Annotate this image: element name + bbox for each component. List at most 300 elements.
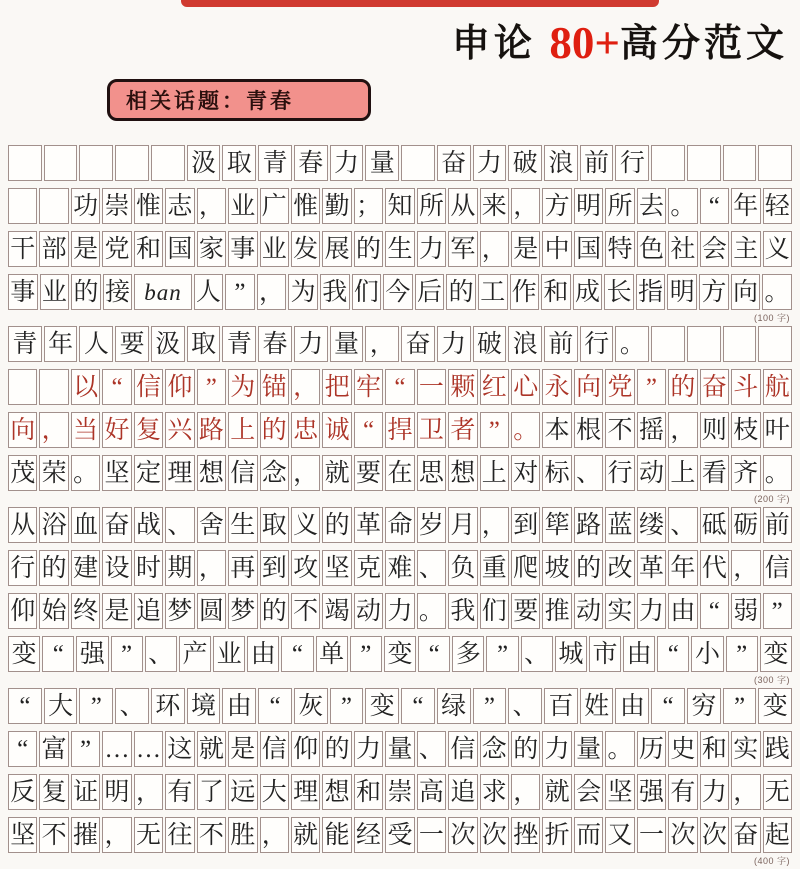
grid-cell: 广 — [260, 188, 289, 224]
grid-cell: 所 — [605, 188, 634, 224]
grid-cell: 仰 — [291, 731, 320, 767]
grid-cell: 家 — [197, 231, 226, 267]
grid-cell: 穷 — [687, 688, 721, 724]
essay-row — [8, 274, 792, 323]
grid-cell: 明 — [574, 188, 603, 224]
grid-cell: ， — [731, 550, 760, 586]
grid-cell: 人 — [194, 274, 224, 310]
grid-cell: 就 — [291, 817, 320, 853]
grid-cell: 。 — [615, 326, 649, 362]
grid-cell: 想 — [448, 455, 477, 491]
grid-cell: ” — [71, 731, 100, 767]
grid-cell: 变 — [8, 636, 40, 672]
grid-cell: 就 — [197, 731, 226, 767]
grid-cell: ” — [486, 636, 518, 672]
grid-cell: 起 — [763, 817, 792, 853]
grid-cell: 史 — [668, 731, 697, 767]
grid-cell: 到 — [260, 550, 289, 586]
grid-cell: 。 — [417, 593, 446, 629]
grid-cell-empty — [651, 326, 685, 362]
essay-row — [8, 145, 792, 181]
grid-cell: 再 — [228, 550, 257, 586]
grid-cell: 去 — [637, 188, 666, 224]
grid-cell: 是 — [228, 731, 257, 767]
grid-cell: 事 — [8, 274, 38, 310]
grid-cell: 坚 — [102, 455, 131, 491]
word-count-marker: (400 字) — [753, 856, 790, 866]
grid-cell: 会 — [574, 774, 603, 810]
grid-cell: 取 — [222, 145, 256, 181]
grid-cell: 理 — [165, 455, 194, 491]
grid-cell: 行 — [605, 455, 634, 491]
grid-cell: 红 — [480, 369, 509, 405]
grid-cell: 方 — [699, 274, 729, 310]
grid-cell: 的 — [260, 412, 289, 448]
grid-cell: 好 — [102, 412, 131, 448]
grid-cell: 破 — [508, 145, 542, 181]
grid-cell: 是 — [71, 231, 100, 267]
grid-cell: “ — [401, 688, 435, 724]
grid-cell-empty — [8, 188, 37, 224]
grid-cell: 的 — [574, 550, 603, 586]
grid-cell: 梦 — [228, 593, 257, 629]
grid-cell: 为 — [228, 369, 257, 405]
grid-cell: ， — [480, 231, 509, 267]
grid-cell: 为 — [288, 274, 318, 310]
grid-cell: 坚 — [8, 817, 37, 853]
grid-cell: 竭 — [322, 593, 351, 629]
grid-cell: 路 — [574, 507, 603, 543]
grid-cell: 枝 — [731, 412, 760, 448]
grid-cell: 是 — [511, 231, 540, 267]
grid-cell: 业 — [213, 636, 245, 672]
grid-cell: “ — [8, 688, 42, 724]
grid-cell: 动 — [354, 593, 383, 629]
grid-cell: 舍 — [197, 507, 226, 543]
grid-cell: 颗 — [448, 369, 477, 405]
grid-cell: ， — [197, 188, 226, 224]
essay-row — [8, 412, 792, 448]
grid-cell: 摇 — [637, 412, 666, 448]
essay-row — [8, 593, 792, 629]
grid-cell: 行 — [615, 145, 649, 181]
grid-cell: 城 — [555, 636, 587, 672]
grid-cell: 无 — [763, 774, 792, 810]
grid-cell: 党 — [102, 231, 131, 267]
grid-cell: 我 — [448, 593, 477, 629]
grid-cell: 、 — [574, 455, 603, 491]
grid-cell: 工 — [478, 274, 508, 310]
grid-cell: 实 — [731, 731, 760, 767]
grid-cell: 革 — [354, 507, 383, 543]
grid-cell: 叶 — [763, 412, 792, 448]
grid-cell: 向 — [731, 274, 761, 310]
topic-label: 相关话题：青春 — [126, 89, 294, 113]
word-count-marker: (300 字) — [753, 675, 790, 685]
grid-cell: 践 — [763, 731, 792, 767]
grid-cell: 力 — [385, 593, 414, 629]
grid-cell: 、 — [145, 636, 177, 672]
grid-cell: 从 — [448, 188, 477, 224]
grid-cell: 信 — [260, 731, 289, 767]
grid-cell: 心 — [511, 369, 540, 405]
grid-cell: 这 — [165, 731, 194, 767]
grid-cell: 追 — [134, 593, 163, 629]
grid-cell: 有 — [668, 774, 697, 810]
grid-cell: 轻 — [763, 188, 792, 224]
grid-cell: 变 — [384, 636, 416, 672]
page-title — [452, 12, 788, 69]
grid-cell: 青 — [8, 326, 42, 362]
grid-cell-empty — [687, 145, 721, 181]
grid-cell: 主 — [731, 231, 760, 267]
grid-cell: 由 — [668, 593, 697, 629]
grid-cell: 社 — [668, 231, 697, 267]
grid-cell: 折 — [542, 817, 571, 853]
grid-cell: 兴 — [165, 412, 194, 448]
grid-cell: 期 — [165, 550, 194, 586]
grid-cell: 想 — [197, 455, 226, 491]
essay-row — [8, 774, 792, 810]
grid-cell: 无 — [134, 817, 163, 853]
grid-cell: 时 — [134, 550, 163, 586]
grid-cell: ， — [668, 412, 697, 448]
grid-cell: 坚 — [605, 774, 634, 810]
grid-cell: 今 — [383, 274, 413, 310]
grid-cell: 知 — [385, 188, 414, 224]
grid-cell: 砺 — [731, 507, 760, 543]
grid-cell: 事 — [228, 231, 257, 267]
grid-cell: 生 — [385, 231, 414, 267]
grid-cell: 作 — [510, 274, 540, 310]
grid-cell: ” — [111, 636, 143, 672]
grid-cell: 难 — [385, 550, 414, 586]
grid-cell: 次 — [448, 817, 477, 853]
grid-cell: 方 — [542, 188, 571, 224]
grid-cell: 青 — [222, 326, 256, 362]
grid-cell: 业 — [260, 231, 289, 267]
grid-cell: ” — [723, 688, 757, 724]
grid-cell: 量 — [365, 145, 399, 181]
grid-cell: 蓝 — [605, 507, 634, 543]
grid-cell: 次 — [700, 817, 729, 853]
grid-cell: 。 — [762, 274, 792, 310]
grid-cell-empty — [401, 145, 435, 181]
grid-cell: 建 — [71, 550, 100, 586]
grid-cell: 由 — [615, 688, 649, 724]
grid-cell: 。 — [71, 455, 100, 491]
grid-cell: 负 — [448, 550, 477, 586]
grid-cell: 浪 — [544, 145, 578, 181]
grid-cell: 的 — [71, 274, 101, 310]
grid-cell: 、 — [417, 731, 446, 767]
grid-cell: ” — [79, 688, 113, 724]
grid-cell: 年 — [44, 326, 78, 362]
grid-cell: 勤 — [322, 188, 351, 224]
grid-cell: 、 — [165, 507, 194, 543]
grid-cell: 就 — [322, 455, 351, 491]
grid-cell: ， — [291, 455, 320, 491]
grid-cell: 们 — [352, 274, 382, 310]
grid-cell: 梦 — [165, 593, 194, 629]
grid-cell: ， — [197, 550, 226, 586]
grid-cell: 、 — [115, 688, 149, 724]
grid-cell: 了 — [197, 774, 226, 810]
grid-cell: 长 — [604, 274, 634, 310]
grid-cell: 力 — [330, 145, 364, 181]
grid-cell-empty — [758, 145, 792, 181]
word-count-marker: (100 字) — [753, 313, 790, 323]
grid-cell: 则 — [700, 412, 729, 448]
grid-cell: 汲 — [151, 326, 185, 362]
grid-cell: 战 — [134, 507, 163, 543]
grid-cell: 由 — [247, 636, 279, 672]
grid-cell: 忠 — [291, 412, 320, 448]
grid-cell: ， — [291, 369, 320, 405]
essay-row — [8, 817, 792, 866]
grid-cell: 和 — [354, 774, 383, 810]
grid-cell: 志 — [165, 188, 194, 224]
grid-cell: 是 — [102, 593, 131, 629]
grid-cell: ” — [480, 412, 509, 448]
grid-cell: 有 — [165, 774, 194, 810]
grid-cell: 富 — [39, 731, 68, 767]
grid-cell: 春 — [258, 326, 292, 362]
grid-cell: ” — [763, 593, 792, 629]
grid-cell: 产 — [179, 636, 211, 672]
grid-cell: 国 — [165, 231, 194, 267]
grid-cell: 色 — [637, 231, 666, 267]
grid-cell: 以 — [71, 369, 100, 405]
grid-cell: 信 — [228, 455, 257, 491]
grid-cell: 砥 — [700, 507, 729, 543]
grid-cell: 环 — [151, 688, 185, 724]
grid-cell: 明 — [667, 274, 697, 310]
grid-cell: 卫 — [417, 412, 446, 448]
grid-cell: … — [134, 731, 163, 767]
page-title-suffix: 高分范文 — [619, 23, 788, 65]
grid-cell: 军 — [448, 231, 477, 267]
grid-cell: 要 — [354, 455, 383, 491]
grid-cell: 牢 — [354, 369, 383, 405]
grid-cell: 姓 — [580, 688, 614, 724]
grid-cell: 多 — [452, 636, 484, 672]
grid-cell: “ — [700, 593, 729, 629]
grid-cell: 奋 — [731, 817, 760, 853]
grid-cell: 力 — [354, 731, 383, 767]
grid-cell: 从 — [8, 507, 37, 543]
page-title-score-highlight: 80+ — [549, 18, 620, 68]
grid-cell: 浪 — [508, 326, 542, 362]
grid-cell: 筚 — [542, 507, 571, 543]
grid-cell-empty — [8, 145, 42, 181]
grid-cell: 缕 — [637, 507, 666, 543]
grid-cell: 受 — [385, 817, 414, 853]
grid-cell: 力 — [700, 774, 729, 810]
grid-cell: 复 — [39, 774, 68, 810]
grid-cell: 行 — [580, 326, 614, 362]
grid-cell: 命 — [385, 507, 414, 543]
top-banner-remnant — [181, 0, 659, 7]
grid-cell: 变 — [760, 636, 792, 672]
grid-cell: 一 — [417, 369, 446, 405]
grid-cell: 齐 — [731, 455, 760, 491]
grid-cell-empty — [687, 326, 721, 362]
grid-cell: ， — [39, 412, 68, 448]
grid-cell: 定 — [134, 455, 163, 491]
grid-cell: 诚 — [322, 412, 351, 448]
grid-cell: 由 — [623, 636, 655, 672]
grid-cell-empty — [723, 145, 757, 181]
grid-cell: ， — [102, 817, 131, 853]
grid-cell: “ — [42, 636, 74, 672]
grid-cell: 荣 — [39, 455, 68, 491]
grid-cell: 的 — [322, 507, 351, 543]
grid-cell: 变 — [365, 688, 399, 724]
grid-cell: 明 — [102, 774, 131, 810]
grid-cell: 到 — [511, 507, 540, 543]
grid-cell: 坡 — [542, 550, 571, 586]
grid-cell: 代 — [700, 550, 729, 586]
grid-cell: 展 — [322, 231, 351, 267]
grid-cell: 当 — [71, 412, 100, 448]
grid-cell: 仰 — [165, 369, 194, 405]
grid-cell-empty — [79, 145, 113, 181]
grid-cell: 理 — [291, 774, 320, 810]
grid-cell: 革 — [637, 550, 666, 586]
essay-row — [8, 507, 792, 543]
grid-cell: 力 — [473, 145, 507, 181]
grid-cell: 次 — [480, 817, 509, 853]
grid-cell: 攻 — [291, 550, 320, 586]
grid-cell: “ — [700, 188, 729, 224]
grid-cell: 量 — [574, 731, 603, 767]
grid-cell: 生 — [228, 507, 257, 543]
grid-cell: 而 — [574, 817, 603, 853]
grid-cell: 大 — [44, 688, 78, 724]
grid-cell: 不 — [605, 412, 634, 448]
grid-cell: 一 — [417, 817, 446, 853]
grid-cell: 推 — [542, 593, 571, 629]
word-count-marker: (200 字) — [753, 494, 790, 504]
grid-cell: 挫 — [511, 817, 540, 853]
grid-cell: 义 — [763, 231, 792, 267]
grid-cell: 业 — [40, 274, 70, 310]
grid-cell: “ — [385, 369, 414, 405]
grid-cell: 胜 — [228, 817, 257, 853]
grid-cell: 克 — [354, 550, 383, 586]
grid-cell: 的 — [511, 731, 540, 767]
grid-cell: ， — [257, 274, 287, 310]
grid-cell: 青 — [258, 145, 292, 181]
grid-cell: 爬 — [511, 550, 540, 586]
grid-cell: 坚 — [322, 550, 351, 586]
essay-row — [8, 188, 792, 224]
grid-cell: 变 — [758, 688, 792, 724]
grid-cell: 的 — [668, 369, 697, 405]
grid-cell: 崇 — [102, 188, 131, 224]
grid-cell: 力 — [637, 593, 666, 629]
grid-cell: 百 — [544, 688, 578, 724]
grid-cell: 中 — [542, 231, 571, 267]
grid-cell: 取 — [260, 507, 289, 543]
grid-cell-empty — [44, 145, 78, 181]
grid-cell: 终 — [71, 593, 100, 629]
grid-cell: 实 — [605, 593, 634, 629]
grid-cell: 强 — [76, 636, 108, 672]
grid-cell: 岁 — [417, 507, 446, 543]
grid-cell: 、 — [417, 550, 446, 586]
grid-cell: 想 — [322, 774, 351, 810]
grid-cell: 行 — [8, 550, 37, 586]
grid-cell: 前 — [763, 507, 792, 543]
grid-cell: 破 — [473, 326, 507, 362]
grid-cell: 力 — [542, 731, 571, 767]
grid-cell: 永 — [542, 369, 571, 405]
grid-cell: 的 — [354, 231, 383, 267]
topic-box — [107, 79, 371, 121]
grid-cell-empty — [8, 369, 37, 405]
grid-cell-empty — [115, 145, 149, 181]
grid-cell: 奋 — [700, 369, 729, 405]
grid-cell: ” — [726, 636, 758, 672]
grid-cell: ， — [480, 507, 509, 543]
grid-cell: 成 — [573, 274, 603, 310]
grid-cell: 者 — [448, 412, 477, 448]
grid-cell: 圆 — [197, 593, 226, 629]
grid-cell: 始 — [39, 593, 68, 629]
grid-cell-empty — [39, 188, 68, 224]
grid-cell: 和 — [541, 274, 571, 310]
grid-cell: 干 — [8, 231, 37, 267]
grid-cell: 年 — [731, 188, 760, 224]
grid-cell: ， — [511, 188, 540, 224]
grid-cell: 年 — [668, 550, 697, 586]
grid-cell: 义 — [291, 507, 320, 543]
grid-cell: 量 — [385, 731, 414, 767]
grid-cell: 高 — [417, 774, 446, 810]
grid-cell: 部 — [39, 231, 68, 267]
grid-cell: 在 — [385, 455, 414, 491]
grid-cell: 灰 — [294, 688, 328, 724]
grid-cell: 党 — [605, 369, 634, 405]
grid-cell: 惟 — [134, 188, 163, 224]
grid-cell: 上 — [668, 455, 697, 491]
essay-row — [8, 326, 792, 362]
grid-cell: 惟 — [291, 188, 320, 224]
grid-cell: 不 — [39, 817, 68, 853]
grid-cell: 会 — [700, 231, 729, 267]
essay-row — [8, 688, 792, 724]
essay-row — [8, 231, 792, 267]
grid-cell: 。 — [668, 188, 697, 224]
grid-cell: 斗 — [731, 369, 760, 405]
grid-cell: 证 — [71, 774, 100, 810]
grid-cell: 信 — [448, 731, 477, 767]
grid-cell: “ — [102, 369, 131, 405]
grid-cell: 对 — [511, 455, 540, 491]
grid-cell: 。 — [511, 412, 540, 448]
grid-cell: 强 — [637, 774, 666, 810]
grid-cell: 锚 — [260, 369, 289, 405]
grid-cell: 设 — [102, 550, 131, 586]
grid-cell: ” — [330, 688, 364, 724]
grid-cell: 。 — [763, 455, 792, 491]
grid-cell: 能 — [322, 817, 351, 853]
grid-cell: 血 — [71, 507, 100, 543]
grid-cell: 所 — [417, 188, 446, 224]
grid-cell: “ — [418, 636, 450, 672]
